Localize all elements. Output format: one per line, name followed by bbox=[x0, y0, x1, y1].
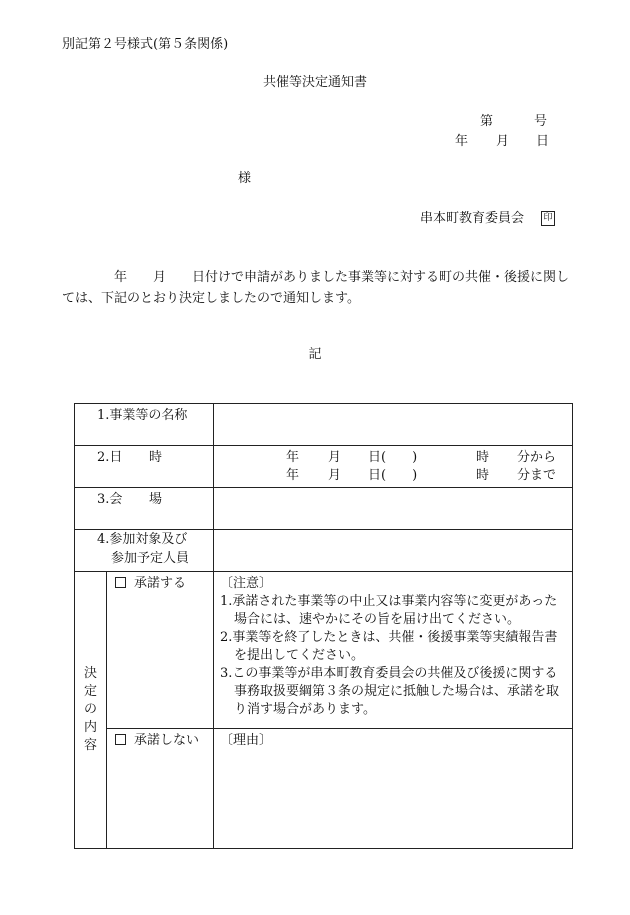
field-participants[interactable] bbox=[214, 530, 573, 572]
issuer-name: 串本町教育委員会 bbox=[420, 211, 525, 226]
body-paragraph bbox=[62, 267, 578, 309]
label-event-name: 1.事業等の名称 bbox=[75, 404, 214, 446]
number-label-go: 号 bbox=[534, 114, 548, 129]
addressee-suffix: 様 bbox=[238, 171, 252, 186]
body-year: 年 bbox=[114, 270, 128, 285]
note-item: 3.この事業等が串本町教育委員会の共催及び後援に関する事務取扱要綱第３条の規定に抵触した場合は、承諾を取り消す場合があります。 bbox=[220, 666, 560, 717]
notes-cell bbox=[214, 572, 573, 729]
reason-title: 〔理由〕 bbox=[220, 733, 273, 748]
body-month: 月 bbox=[153, 270, 167, 285]
date-day: 日 bbox=[536, 134, 550, 149]
date-month: 月 bbox=[496, 134, 510, 149]
date-year: 年 bbox=[455, 134, 469, 149]
field-datetime[interactable]: 年 月 日( ) 時 分から 年 月 日( ) 時 分まで bbox=[214, 446, 573, 488]
approve-checkbox[interactable] bbox=[115, 577, 126, 588]
number-label-dai: 第 bbox=[480, 114, 494, 129]
reject-checkbox[interactable] bbox=[115, 734, 126, 745]
label-venue: 3.会 場 bbox=[75, 488, 214, 530]
note-item: 1.承諾された事業等の中止又は事業内容等に変更があった場合には、速やかにその旨を届け出てください。 bbox=[220, 594, 558, 627]
option-approve[interactable]: 承諾する bbox=[107, 572, 214, 729]
seal-mark: 印 bbox=[541, 211, 555, 226]
application-table bbox=[74, 403, 573, 849]
form-id: 別記第２号様式(第５条関係) bbox=[62, 37, 229, 52]
field-venue[interactable] bbox=[214, 488, 573, 530]
document-title: 共催等決定通知書 bbox=[262, 75, 367, 90]
field-event-name[interactable] bbox=[214, 404, 573, 446]
label-participants: 4.参加対象及び 参加予定人員 bbox=[75, 530, 214, 572]
label-datetime: 2.日 時 bbox=[75, 446, 214, 488]
option-reject[interactable]: 承諾しない bbox=[107, 729, 214, 849]
note-title: 〔注意〕 bbox=[220, 576, 273, 591]
body-text: 日付けで申請がありました事業等に対する町の共催・後援に関しては、下記のとおり決定しましたので通知します。 bbox=[62, 270, 570, 306]
reason-cell[interactable] bbox=[214, 729, 573, 849]
label-decision: 決 定 の 内 容 bbox=[75, 572, 107, 849]
note-item: 2.事業等を終了したときは、共催・後援事業等実績報告書を提出してください。 bbox=[220, 630, 558, 663]
ki-heading: 記 bbox=[308, 347, 322, 362]
